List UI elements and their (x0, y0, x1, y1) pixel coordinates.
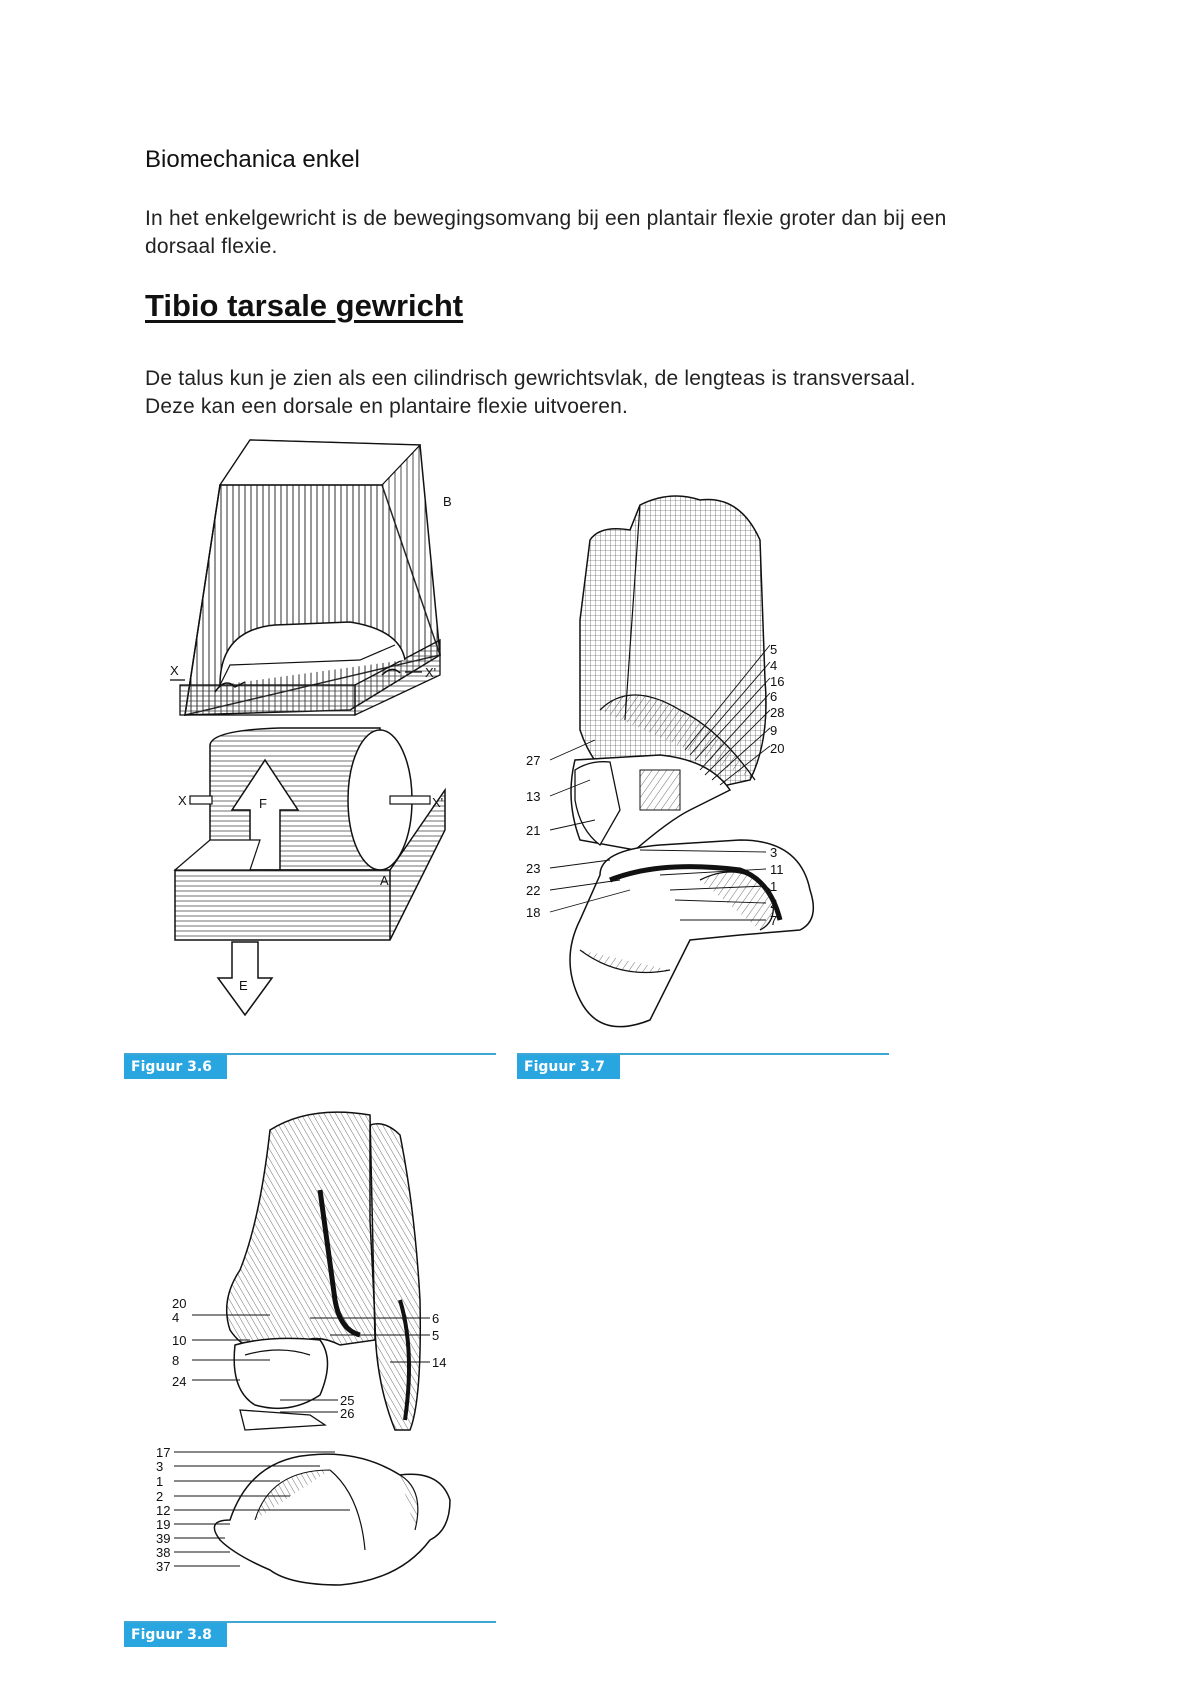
fig38-label-19: 19 (156, 1517, 171, 1532)
label-Xprime-cylinder: X' (432, 795, 444, 810)
fig37-label-13: 13 (526, 789, 541, 804)
figure-3-6-illustration (160, 430, 480, 1030)
fig38-label-24: 24 (172, 1374, 187, 1389)
figure-3-8-caption: Figuur 3.8 (124, 1623, 227, 1647)
fig37-label-7: 7 (770, 913, 778, 928)
figure-3-7-caption: Figuur 3.7 (517, 1055, 620, 1079)
body-line-2: Deze kan een dorsale en plantaire flexie uitvoeren. (145, 395, 628, 418)
fig37-label-5: 5 (770, 642, 778, 657)
page-heading: Biomechanica enkel (145, 146, 360, 173)
fig37-label-2: 2 (770, 896, 778, 911)
fig38-label-26: 26 (340, 1406, 355, 1421)
label-A: A (380, 873, 389, 888)
label-X-top: X (170, 663, 179, 678)
intro-line-2: dorsaal flexie. (145, 235, 278, 258)
fig37-label-9: 9 (770, 723, 778, 738)
fig38-label-20: 20 (172, 1296, 187, 1311)
label-F: F (259, 796, 267, 811)
fig38-label-12: 12 (156, 1503, 171, 1518)
fig38-label-17: 17 (156, 1445, 171, 1460)
fig37-label-20: 20 (770, 741, 785, 756)
fig37-label-16: 16 (770, 674, 785, 689)
figure-3-7-illustration (526, 480, 870, 1040)
fig37-label-11: 11 (770, 862, 784, 877)
fig38-label-39: 39 (156, 1531, 171, 1546)
fig38-label-10: 10 (172, 1333, 187, 1348)
fig37-label-18: 18 (526, 905, 541, 920)
fig38-label-38: 38 (156, 1545, 171, 1560)
fig37-label-4: 4 (770, 658, 778, 673)
label-E: E (239, 978, 248, 993)
fig37-label-1: 1 (770, 879, 778, 894)
figure-3-8-illustration (156, 1100, 500, 1600)
fig37-label-21: 21 (526, 823, 541, 838)
fig38-label-8: 8 (172, 1353, 180, 1368)
fig38-label-14: 14 (432, 1355, 447, 1370)
fig37-label-23: 23 (526, 861, 541, 876)
body-line-1: De talus kun je zien als een cilindrisch gewrichtsvlak, de lengteas is transversaal. (145, 367, 916, 390)
label-Xprime-top: X' (425, 665, 437, 680)
fig37-label-3: 3 (770, 845, 778, 860)
fig38-label-3: 3 (156, 1459, 164, 1474)
fig38-label-4: 4 (172, 1310, 180, 1325)
fig37-label-28: 28 (770, 705, 785, 720)
fig37-label-6: 6 (770, 689, 778, 704)
fig38-label-25: 25 (340, 1393, 355, 1408)
section-title: Tibio tarsale gewricht (145, 288, 464, 323)
fig37-label-27: 27 (526, 753, 541, 768)
fig38-label-37: 37 (156, 1559, 171, 1574)
figure-3-6-caption: Figuur 3.6 (124, 1055, 227, 1079)
fig38-label-1: 1 (156, 1474, 164, 1489)
fig37-label-22: 22 (526, 883, 541, 898)
fig38-label-6: 6 (432, 1311, 440, 1326)
label-B: B (443, 494, 452, 509)
label-X-cylinder: X (178, 793, 187, 808)
fig38-label-5: 5 (432, 1328, 440, 1343)
intro-line-1: In het enkelgewricht is de bewegingsomvang bij een plantair flexie groter dan bij een (145, 207, 947, 230)
fig38-label-2: 2 (156, 1489, 164, 1504)
